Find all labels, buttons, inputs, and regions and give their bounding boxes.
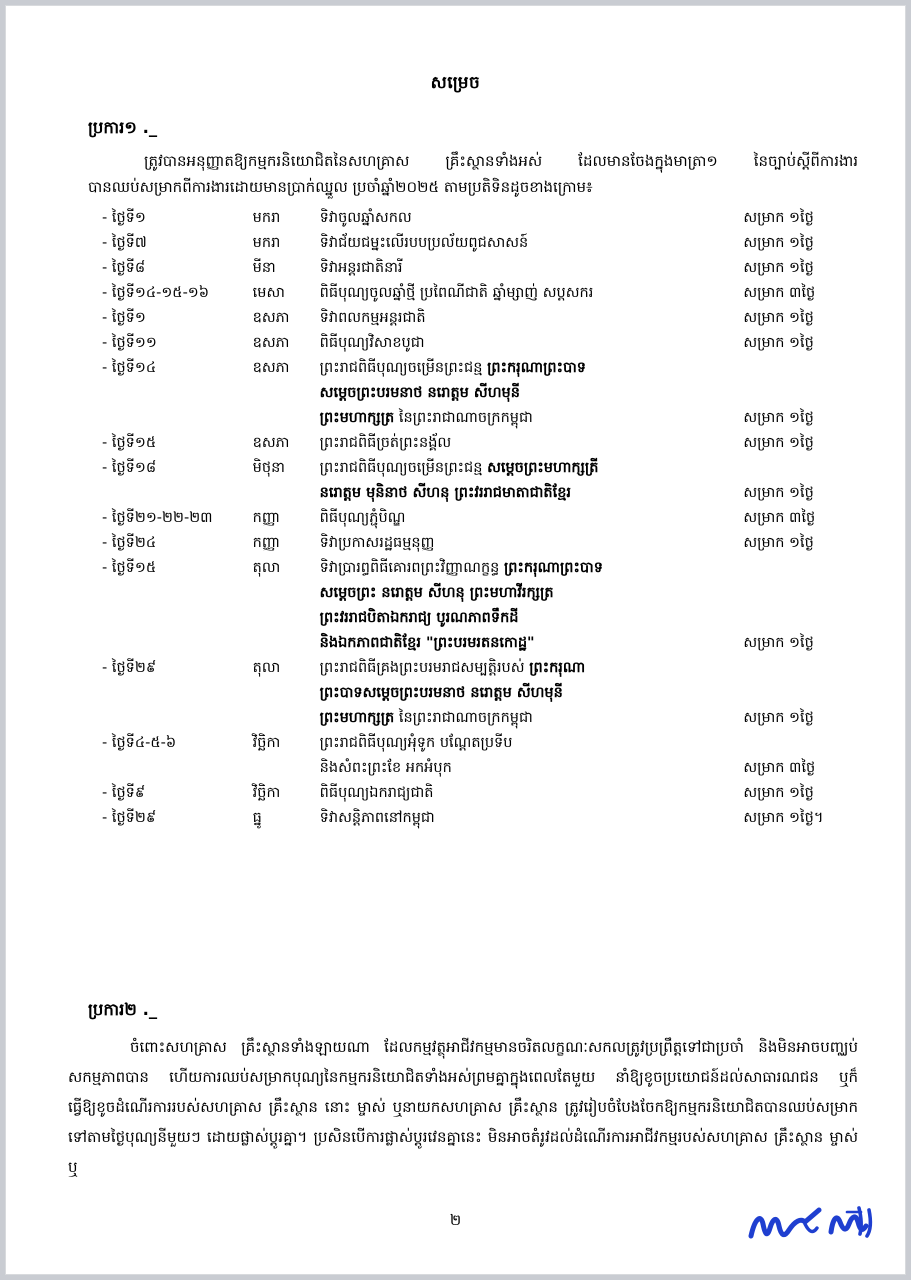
royal-title-text: ព្រះករុណាព្រះបាទ (487, 360, 586, 376)
page-title: សម្រេច (430, 73, 481, 93)
description-text: ទិវាចូលឆ្នាំសកល (319, 210, 412, 226)
holiday-description (320, 731, 736, 781)
description-text: ទិវាអន្តរជាតិនារី (319, 260, 403, 276)
description-text: នៃព្រះរាជាណាចក្រកម្ពុជា (394, 410, 533, 426)
description-text: និងសំពះព្រះខែ អកអំបុក (319, 760, 452, 776)
holiday-date: - ថ្ងៃទី១ (102, 310, 146, 326)
holiday-date: - ថ្ងៃទី១៥ (102, 435, 157, 451)
holiday-description (320, 806, 736, 831)
description-text: ពិធីបុណ្យវិសាខបូជា (319, 335, 425, 351)
duration-text: សម្រាក ៣ថ្ងៃ (743, 760, 816, 776)
table-row (102, 731, 864, 781)
duration-text: សម្រាក ១ថ្ងៃ (743, 310, 814, 326)
article-1-intro-paragraph: ត្រូវបានអនុញ្ញាតឱ្យកម្មករនិយោជិតនៃសហគ្រាស គ្រឹះស្ថានទាំងអស់ ដែលមានចែងក្នុងមាត្រា១ នៃច្បាប់ស្ដីពីការងារ បានឈប់សម្រាកពីការងារដោយមានប្រាក់ឈ្នួល ប្រចាំឆ្នាំ២០២៥ តាមប្រតិទិនដូចខាងក្រោម៖ (88, 152, 858, 196)
holiday-duration (735, 731, 864, 781)
holiday-duration (735, 556, 864, 656)
table-row (102, 431, 864, 456)
holiday-month: មិថុនា (252, 460, 285, 476)
holiday-description (320, 781, 736, 806)
holiday-description-line (320, 681, 736, 706)
description-text: ទិវាជ័យជម្នះលើរបបប្រល័យពូជសាសន៍ (319, 235, 529, 251)
duration-text: សម្រាក ១ថ្ងៃ (743, 410, 814, 426)
holiday-duration (735, 356, 864, 431)
holiday-description-line (320, 256, 736, 281)
holiday-date: - ថ្ងៃទី៤-៥-៦ (102, 735, 177, 751)
description-text: ពិធីបុណ្យឯករាជ្យជាតិ (319, 785, 434, 801)
description-text: ព្រះរាជពិធីបុណ្យចម្រើនព្រះជន្ម (319, 360, 488, 376)
holiday-description-line (320, 656, 736, 681)
article-2-paragraph: ចំពោះសហគ្រាស គ្រឹះស្ថានទាំងឡាយណា ដែលកម្មវត្ថុអាជីវកម្មមានចរិតលក្ខណៈសកលត្រូវប្រព្រឹត្តទៅជាប្រចាំ និងមិនអាចបញ្ឈប់សកម្មភាពបាន ហើយការឈប់សម្រាកបុណ្យនៃកម្មករនិយោជិតទាំងអស់ព្រមគ្នាក្នុងពេលតែមួយ នាំឱ្យខូចប្រយោជន៍ដល់សាធារណជន ឬក៏ធ្វើឱ្យខូចដំណើរការរបស់សហគ្រាស គ្រឹះស្ថាន នោះ ម្ចាស់ ឬនាយកសហគ្រាស គ្រឹះស្ថាន ត្រូវរៀបចំបែងចែកឱ្យកម្មករនិយោជិតបានឈប់សម្រាកទៅតាមថ្ងៃបុណ្យនីមួយៗ ដោយផ្លាស់ប្ដូរគ្នា។ ប្រសិនបើការផ្លាស់ប្ដូរវេនគ្នានេះ មិនអាចតំរូវដល់ដំណើរការអាជីវកម្មរបស់សហគ្រាស គ្រឹះស្ថាន ម្ចាស់ ឬ (68, 1038, 858, 1176)
royal-title-text: សម្ដេចព្រះ នរោត្តម សីហនុ ព្រះមហាវីរក្សត្រ (319, 585, 554, 601)
duration-text: សម្រាក ១ថ្ងៃ (743, 260, 814, 276)
holiday-description (320, 306, 736, 331)
signature-mark (743, 1198, 883, 1258)
holiday-description (320, 356, 736, 431)
holiday-description (320, 331, 736, 356)
holiday-description-line (320, 731, 736, 756)
table-row (102, 781, 864, 806)
duration-spacer (743, 731, 864, 756)
royal-title-text: ព្រះករុណាព្រះបាទ (503, 560, 603, 576)
holiday-duration (735, 306, 864, 331)
holiday-description (320, 531, 736, 556)
duration-text: សម្រាក ១ថ្ងៃ (743, 335, 814, 351)
holiday-description-line (320, 506, 736, 531)
holiday-description-line (320, 431, 736, 456)
holiday-duration (735, 206, 864, 231)
royal-title-text: ព្រះមហាក្សត្រ (319, 410, 395, 426)
holiday-month: កញ្ញា (252, 510, 281, 526)
holiday-date: - ថ្ងៃទី២៩ (102, 810, 157, 826)
holiday-description (320, 206, 736, 231)
royal-title-text: ព្រះមហាក្សត្រ (319, 710, 395, 726)
holiday-date: - ថ្ងៃទី៨ (102, 260, 146, 276)
table-row (102, 281, 864, 306)
description-text: ទិវាពលកម្មអន្តរជាតិ (319, 310, 426, 326)
holiday-date: - ថ្ងៃទី១៤-១៥-១៦ (102, 285, 210, 301)
holiday-duration (735, 331, 864, 356)
description-text: ពិធីបុណ្យចូលឆ្នាំថ្មី ប្រពៃណីជាតិ ឆ្នាំម្សាញ់ សប្តសករ (319, 285, 594, 301)
holiday-month: ឧសភា (252, 310, 290, 326)
duration-text: សម្រាក ១ថ្ងៃ (743, 635, 814, 651)
holiday-description-line (320, 306, 736, 331)
holiday-month: មេសា (252, 285, 285, 301)
holiday-date: - ថ្ងៃទី៩ (102, 785, 146, 801)
holiday-date: - ថ្ងៃទី២៩ (102, 660, 157, 676)
holiday-duration (735, 456, 864, 506)
holiday-description-line (320, 756, 736, 781)
holiday-month: តុលា (252, 660, 281, 676)
table-row (102, 306, 864, 331)
holiday-month: មីនា (252, 260, 276, 276)
table-row (102, 556, 864, 656)
holiday-date: - ថ្ងៃទី១ (102, 210, 146, 226)
holiday-duration (735, 231, 864, 256)
holiday-description-line (320, 481, 736, 506)
holiday-month: ឧសភា (252, 435, 290, 451)
royal-title-text: សម្ដេចព្រះបរមនាថ នរោត្តម សីហមុនី (319, 385, 520, 401)
description-text: ពិធីបុណ្យភ្ជុំបិណ្ឌ (319, 510, 406, 526)
holiday-description (320, 506, 736, 531)
duration-text: សម្រាក ៣ថ្ងៃ (743, 510, 816, 526)
royal-title-text: ព្រះករុណា (529, 660, 586, 676)
holiday-month: ធ្នូ (252, 810, 262, 826)
royal-title-text: ព្រះវររាជបិតាឯករាជ្យ បូរណភាពទឹកដី (319, 610, 519, 626)
holiday-description (320, 256, 736, 281)
table-row (102, 206, 864, 231)
holiday-description-line (320, 606, 736, 631)
holiday-schedule-table (102, 206, 864, 831)
description-text: ទិវាប្រកាសរដ្ឋធម្មនុញ្ញ (319, 535, 435, 551)
description-text: ព្រះរាជពិធីគ្រងព្រះបរមរាជសម្បត្តិរបស់ (319, 660, 530, 676)
duration-spacer (743, 356, 864, 406)
holiday-description-line (320, 531, 736, 556)
holiday-month: វិច្ឆិកា (252, 785, 281, 801)
holiday-description-line (320, 281, 736, 306)
article-1-heading: ប្រការ១ ._ (88, 118, 158, 137)
duration-spacer (743, 556, 864, 631)
duration-text: សម្រាក ១ថ្ងៃ (743, 485, 814, 501)
holiday-description-line (320, 456, 736, 481)
holiday-duration (735, 806, 864, 831)
description-text: ព្រះរាជពិធីបុណ្យចម្រើនព្រះជន្ម (319, 460, 488, 476)
table-row (102, 806, 864, 831)
document-page (6, 6, 905, 1274)
duration-text: សម្រាក ៣ថ្ងៃ (743, 285, 816, 301)
duration-text: សម្រាក ១ថ្ងៃ (743, 785, 814, 801)
table-row (102, 231, 864, 256)
holiday-description-line (320, 781, 736, 806)
holiday-date: - ថ្ងៃទី១៤ (102, 360, 157, 376)
table-row (102, 531, 864, 556)
duration-text: សម្រាក ១ថ្ងៃ (743, 235, 814, 251)
holiday-description (320, 231, 736, 256)
holiday-month: ឧសភា (252, 335, 290, 351)
description-text: ព្រះរាជពិធីបុណ្យអុំទូក បណ្ដែតប្រទីប (319, 735, 513, 751)
holiday-date: - ថ្ងៃទី៧ (102, 235, 147, 251)
description-text: ទិវាប្រារព្ធពិធីគោរពព្រះវិញ្ញាណក្ខន្ធ (319, 560, 504, 576)
holiday-description-line (320, 806, 736, 831)
holiday-description-line (320, 231, 736, 256)
holiday-description (320, 281, 736, 306)
holiday-description-line (320, 356, 736, 381)
holiday-duration (735, 781, 864, 806)
holiday-description-line (320, 581, 736, 606)
description-text: ទិវាសន្តិភាពនៅកម្ពុជា (319, 810, 435, 826)
holiday-month: ឧសភា (252, 360, 290, 376)
duration-spacer (743, 456, 864, 481)
table-row (102, 456, 864, 506)
holiday-description (320, 656, 736, 731)
royal-title-text: ព្រះបាទសម្ដេចព្រះបរមនាថ នរោត្តម សីហមុនី (319, 685, 563, 701)
royal-title-text: និងឯកភាពជាតិខ្មែរ "ព្រះបរមរតនកោដ្ឋ" (319, 635, 535, 651)
holiday-description-line (320, 631, 736, 656)
royal-title-text: នរោត្តម មុនិនាថ សីហនុ ព្រះវររាជមាតាជាតិខ្មែរ (319, 485, 572, 501)
holiday-duration (735, 531, 864, 556)
table-row (102, 331, 864, 356)
holiday-date: - ថ្ងៃទី១៥ (102, 560, 157, 576)
holiday-description-line (320, 331, 736, 356)
royal-title-text: សម្ដេចព្រះមហាក្សត្រី (487, 460, 599, 476)
table-row (102, 506, 864, 531)
holiday-schedule-body (102, 206, 864, 831)
holiday-date: - ថ្ងៃទី១៨ (102, 460, 157, 476)
holiday-description-line (320, 381, 736, 406)
holiday-duration (735, 256, 864, 281)
duration-text: សម្រាក ១ថ្ងៃ (743, 435, 814, 451)
holiday-description (320, 431, 736, 456)
table-row (102, 256, 864, 281)
holiday-date: - ថ្ងៃទី២៤ (102, 535, 157, 551)
holiday-description-line (320, 556, 736, 581)
holiday-description (320, 556, 736, 656)
holiday-duration (735, 506, 864, 531)
holiday-date: - ថ្ងៃទី១១ (102, 335, 157, 351)
table-row (102, 356, 864, 431)
holiday-description-line (320, 206, 736, 231)
holiday-duration (735, 656, 864, 731)
document-body (6, 6, 905, 1274)
holiday-date: - ថ្ងៃទី២១-២២-២៣ (102, 510, 213, 526)
holiday-month: វិច្ឆិកា (252, 735, 281, 751)
holiday-month: កញ្ញា (252, 535, 281, 551)
holiday-month: មករា (252, 235, 281, 251)
holiday-month: តុលា (252, 560, 281, 576)
duration-text: សម្រាក ១ថ្ងៃ។ (743, 810, 824, 826)
holiday-duration (735, 431, 864, 456)
holiday-duration (735, 281, 864, 306)
description-text: ព្រះរាជពិធីច្រត់ព្រះនង្គ័ល (319, 435, 452, 451)
holiday-description (320, 456, 736, 506)
article-2-heading: ប្រការ២ ._ (88, 1000, 158, 1019)
holiday-description-line (320, 406, 736, 431)
holiday-description-line (320, 706, 736, 731)
duration-text: សម្រាក ១ថ្ងៃ (743, 210, 814, 226)
description-text: នៃព្រះរាជាណាចក្រកម្ពុជា (394, 710, 533, 726)
table-row (102, 656, 864, 731)
duration-text: សម្រាក ១ថ្ងៃ (743, 710, 814, 726)
page-number: ២ (449, 1211, 462, 1229)
duration-text: សម្រាក ១ថ្ងៃ (743, 535, 814, 551)
duration-spacer (743, 656, 864, 706)
holiday-month: មករា (252, 210, 281, 226)
